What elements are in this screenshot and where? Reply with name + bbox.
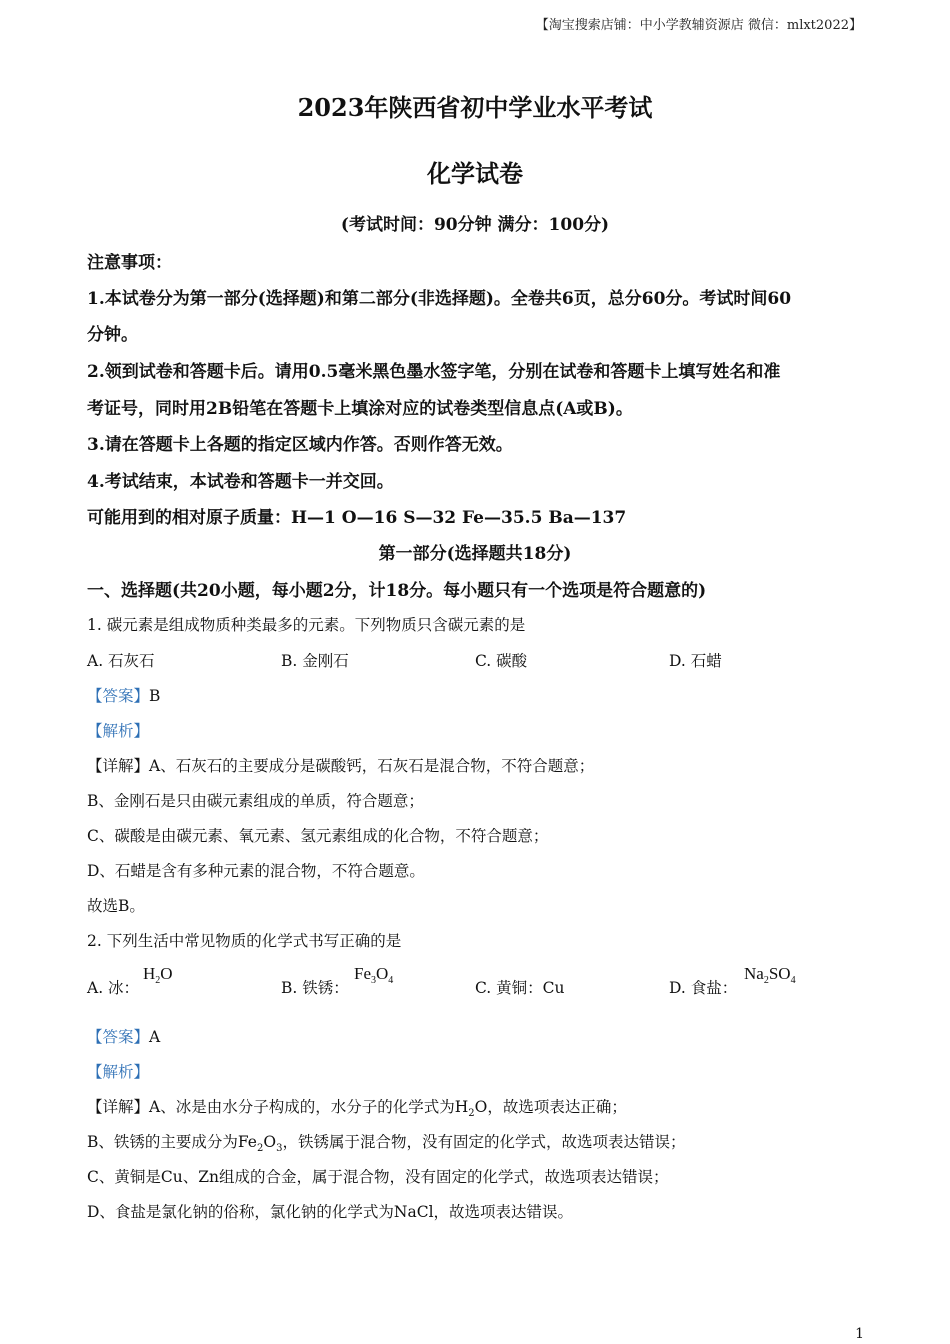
q2-detail-b-text: B、铁锈的主要成分为Fe: [87, 1133, 257, 1151]
formula-part: Na: [744, 964, 764, 983]
header-note: 【淘宝搜索店铺：中小学教辅资源店 微信：mlxt2022】: [535, 18, 862, 33]
q2-answer-value: A: [149, 1028, 161, 1046]
answer-tag: 【答案】: [87, 1028, 150, 1046]
q1-detail-c: C、碳酸是由碳元素、氧元素、氢元素组成的化合物，不符合题意；: [87, 827, 549, 845]
detail-tag: 【详解】: [87, 1098, 150, 1116]
q2-detail-b-text: ，铁锈属于混合物，没有固定的化学式，故选项表达错误；: [282, 1133, 686, 1151]
formula-subscript: 4: [388, 975, 394, 986]
notice-heading: 注意事项：: [87, 253, 172, 273]
page-subtitle: 化学试卷: [427, 159, 523, 188]
formula-subscript: 2: [256, 1143, 264, 1154]
formula-part: Fe: [354, 964, 371, 983]
q1-analysis-tag: 【解析】: [87, 722, 150, 740]
q1-option-b: B. 金刚石: [281, 652, 349, 670]
q2-detail-b-text: O: [263, 1133, 277, 1151]
detail-tag: 【详解】: [87, 757, 150, 775]
section-1-title: 一、选择题(共20小题，每小题2分，计18分。每小题只有一个选项是符合题意的): [87, 581, 707, 601]
q2-option-b-formula: [354, 964, 393, 984]
q1-detail-a: [87, 754, 594, 776]
formula-part: O: [376, 964, 389, 983]
formula-subscript: 4: [790, 975, 796, 986]
page-title: 2023年陕西省初中学业水平考试: [297, 93, 653, 122]
q1-conclusion: 故选B。: [87, 897, 145, 915]
notice-item-1-line-1: 1.本试卷分为第一部分(选择题)和第二部分(非选择题)。全卷共6页，总分60分。考试时间60: [87, 289, 792, 309]
atomic-mass-line: 可能用到的相对原子质量：H—1 O—16 S—32 Fe—35.5 Ba—137: [87, 508, 627, 528]
notice-item-2-line-2: 考证号，同时用2B铅笔在答题卡上填涂对应的试卷类型信息点(A或B)。: [87, 399, 633, 419]
q2-option-c: C. 黄铜：Cu: [475, 979, 565, 997]
answer-tag: 【答案】: [87, 687, 150, 705]
formula-part: O: [160, 964, 173, 983]
q1-detail-d: D、石蜡是含有多种元素的混合物，不符合题意。: [87, 862, 425, 880]
q1-option-a: A. 石灰石: [87, 652, 155, 670]
notice-item-2-line-1: 2.领到试卷和答题卡后。请用0.5毫米黑色墨水签字笔，分别在试卷和答题卡上填写姓名和准: [87, 362, 781, 382]
formula-part: H: [143, 964, 156, 983]
q1-option-d: D. 石蜡: [669, 652, 722, 670]
formula-subscript: 2: [155, 975, 161, 986]
formula-subscript: 3: [276, 1143, 283, 1154]
q2-stem: 2. 下列生活中常见物质的化学式书写正确的是: [87, 932, 402, 950]
q1-answer: [87, 684, 160, 706]
notice-item-3: 3.请在答题卡上各题的指定区域内作答。否则作答无效。: [87, 435, 513, 455]
q2-option-b-label: B. 铁锈：: [281, 979, 349, 997]
q2-detail-a-text: O，故选项表达正确；: [474, 1098, 627, 1116]
q2-analysis-tag: 【解析】: [87, 1063, 150, 1081]
formula-subscript: 3: [371, 975, 376, 986]
q1-detail-b: B、金刚石是只由碳元素组成的单质，符合题意；: [87, 792, 424, 810]
q2-detail-b: [87, 1130, 685, 1152]
q2-option-a-label: A. 冰：: [87, 979, 140, 997]
exam-info: (考试时间：90分钟 满分：100分): [340, 215, 610, 235]
q2-option-d-formula: [744, 964, 796, 984]
q2-answer: [87, 1025, 160, 1047]
formula-part: SO: [768, 964, 791, 983]
q1-answer-value: B: [149, 687, 161, 705]
page-number: 1: [855, 1326, 864, 1342]
part-1-title: 第一部分(选择题共18分): [378, 544, 572, 564]
q2-detail-a-text: A、冰是由水分子构成的，水分子的化学式为H: [149, 1098, 469, 1116]
notice-item-1-line-2: 分钟。: [87, 325, 138, 345]
notice-item-4: 4.考试结束，本试卷和答题卡一并交回。: [87, 472, 394, 492]
q2-option-d-label: D. 食盐：: [669, 979, 738, 997]
formula-subscript: 2: [468, 1108, 475, 1119]
q1-stem: 1. 碳元素是组成物质种类最多的元素。下列物质只含碳元素的是: [87, 616, 526, 634]
q2-detail-d: D、食盐是氯化钠的俗称，氯化钠的化学式为NaCl，故选项表达错误。: [87, 1203, 574, 1221]
q1-option-c: C. 碳酸: [475, 652, 528, 670]
q1-detail-a-text: A、石灰石的主要成分是碳酸钙，石灰石是混合物，不符合题意；: [149, 757, 595, 775]
q2-detail-a: [87, 1095, 627, 1117]
formula-subscript: 2: [763, 975, 769, 986]
q2-option-a-formula: [143, 964, 173, 984]
q2-detail-c: C、黄铜是Cu、Zn组成的合金，属于混合物，没有固定的化学式，故选项表达错误；: [87, 1168, 669, 1186]
